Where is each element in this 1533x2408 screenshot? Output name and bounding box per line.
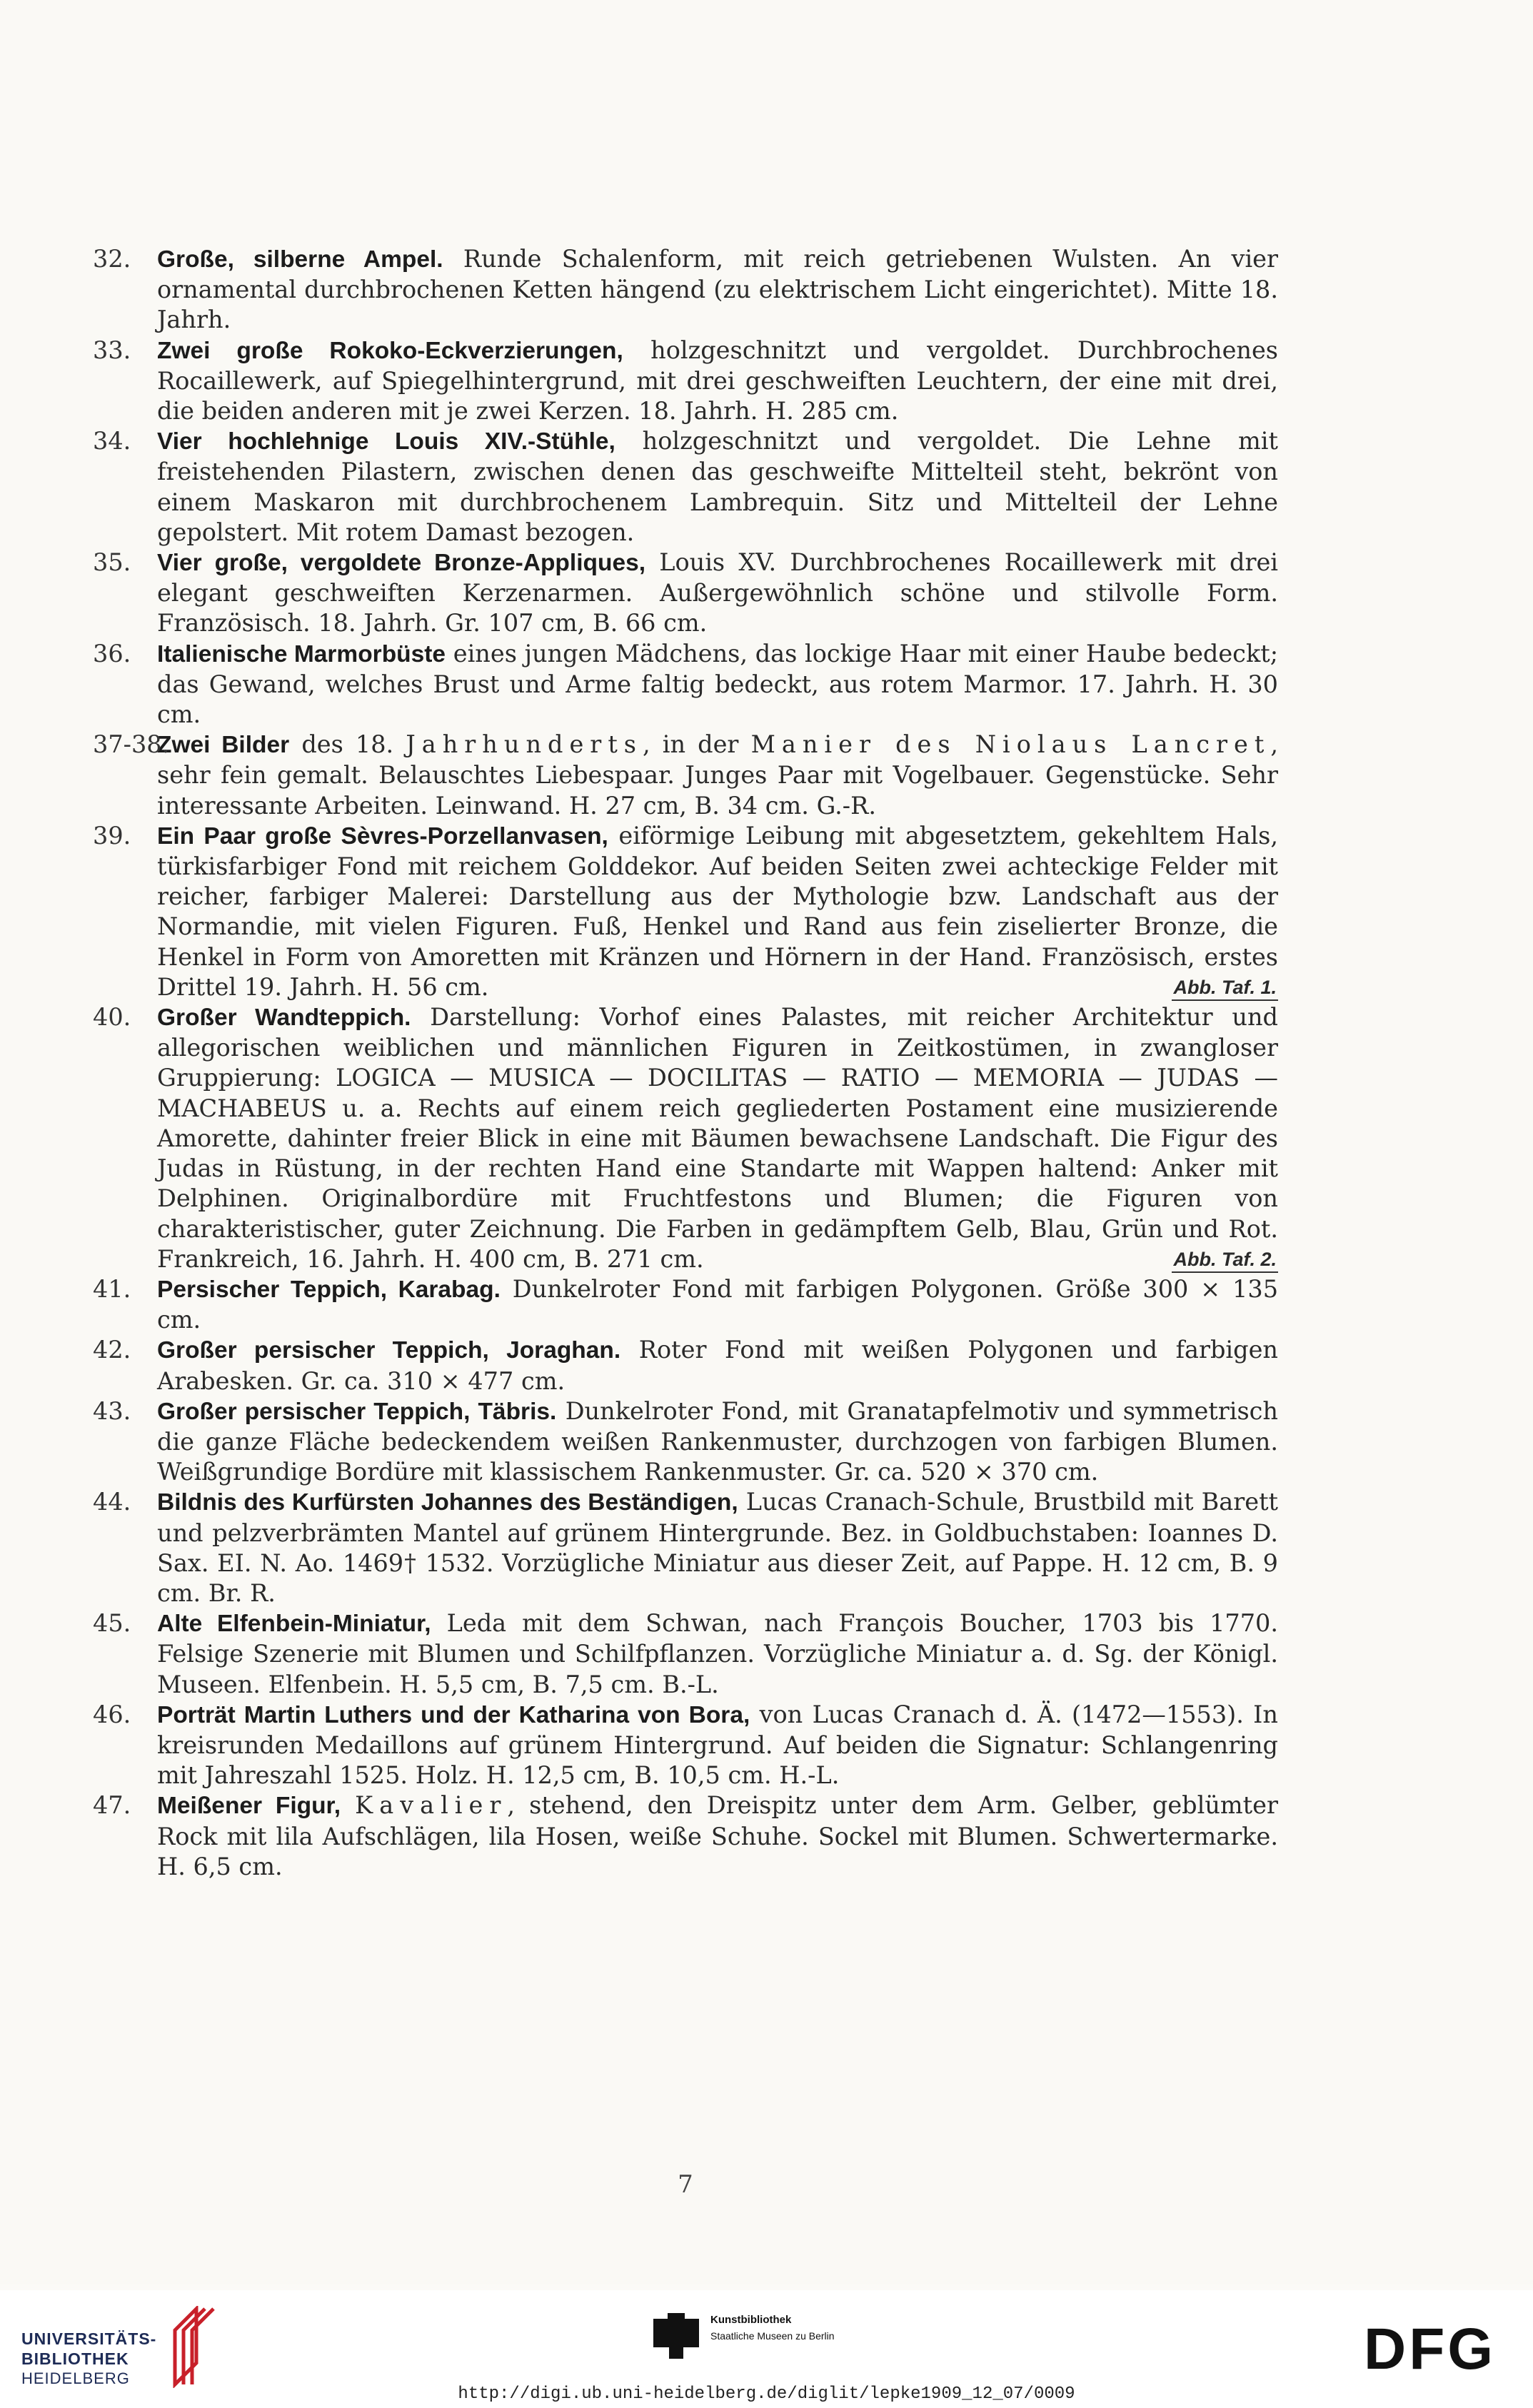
entry-heading: Vier große, vergoldete Bronze-Appliques, [157, 550, 646, 577]
kunstbibliothek-logo-icon [653, 2313, 699, 2359]
catalog-entry [93, 426, 1278, 548]
entry-number: 44. [93, 1488, 131, 1516]
entry-number: 34. [93, 427, 131, 455]
entry-text: holzgeschnitzt und vergoldet. Durchbrochenes Rocaillewerk, auf Spiegelhintergrund, mit drei geschweiften Leuchtern, der eine mit drei, die beiden anderen mit je zwei Kerzen. 18. Jahrh. H. 285 cm. [157, 336, 1278, 425]
entry-heading: Ein Paar große Sèvres-Porzellanvasen, [157, 822, 608, 850]
catalog-entry [93, 548, 1278, 639]
catalog-entry [93, 1274, 1278, 1335]
entry-spaced-text: Kavalier [355, 1791, 508, 1820]
entry-text: Runde Schalenform, mit reich getriebenen Wulsten. An vier ornamental durchbrochenen Ketten hängend (zu elektrischem Licht eingerichtet). Mitte 18. Jahrh. [157, 245, 1278, 334]
kb-line-1: Kunstbibliothek [710, 2314, 792, 2326]
entry-spaced-text: Jahrhunderts [406, 730, 643, 759]
entry-heading: Alte Elfenbein-Miniatur, [157, 1611, 431, 1638]
entry-heading: Persischer Teppich, Karabag. [157, 1276, 501, 1303]
entry-heading: Zwei Bilder [157, 732, 290, 759]
permalink-url[interactable]: http://digi.ub.uni-heidelberg.de/diglit/lepke1909_12_07/0009 [458, 2384, 1075, 2404]
entry-number: 41. [93, 1274, 131, 1303]
catalog-entry [93, 821, 1278, 1002]
entry-number: 33. [93, 336, 131, 364]
catalog-entry [93, 639, 1278, 730]
catalog-entry [93, 1700, 1278, 1791]
catalog-list [93, 244, 1278, 1882]
entry-heading: Porträt Martin Luthers und der Katharina von Bora, [157, 1701, 750, 1728]
ub-heidelberg-wordmark [21, 2329, 171, 2389]
entry-text: Leda mit dem Schwan, nach François Boucher, 1703 bis 1770. Felsige Szenerie mit Blumen und Schilfpflanzen. Vorzügliche Miniatur a. d. Sg. der Königl. Museen. Elfenbein. H. 5,5 cm, B. 7,5 cm. B.-L. [157, 1609, 1279, 1698]
entry-text: Dunkelroter Fond, mit Granatapfelmotiv und symmetrisch die ganze Fläche bedeckendem weißen Rankenmuster, durchzogen von farbigen Blumen. Weißgrundige Bordüre mit klassischem Rankenmuster. Gr. ca. 520 × 370 cm. [157, 1396, 1278, 1486]
entry-text: Darstellung: Vorhof eines Palastes, mit reicher Architektur und allegorischen weiblichen und männlichen Figuren in Zeitkostümen, in zwangloser Gruppierung: LOGICA — MUSICA — DOCILITAS — RATIO — MEMORIA — JUDAS — MACHABEUS u. a. Rechts auf einem reich gegliederten Postament eine musizierende Amorette, dahinter freier Blick in eine mit Bäumen bewachsene Landschaft. Die Figur des Judas in Rüstung, in der rechten Hand eine Standarte mit Wappen haltend: Anker mit Delphinen. Originalbordüre mit Fruchtfestons und Blumen; die Figuren von charakteristischer, guter Zeichnung. Die Farben in gedämpftem Gelb, Blau, Grün und Rot. Frankreich, 16. Jahrh. H. 400 cm, B. 271 cm. [157, 1003, 1279, 1273]
plate-reference: Abb. Taf. 1. [1172, 975, 1278, 1001]
entry-text: Dunkelroter Fond mit farbigen Polygonen. Größe 300 × 135 cm. [157, 1274, 1279, 1334]
ub-line-3: HEIDELBERG [21, 2369, 130, 2387]
entry-text: eines jungen Mädchens, das lockige Haar mit einer Haube bedeckt; das Gewand, welches Brust und Arme faltig bedeckt, aus rotem Marmor. 17. Jahrh. H. 30 cm. [157, 639, 1278, 729]
entry-number: 35. [93, 548, 131, 577]
entry-spaced-text: Manier des Niolaus Lancret [750, 730, 1271, 759]
entry-text: Louis XV. Durchbrochenes Rocaillewerk mit drei elegant geschweiften Kerzenarmen. Außergewöhnlich schöne und stilvolle Form. Französisch. 18. Jahrh. Gr. 107 cm, B. 66 cm. [157, 548, 1278, 638]
catalog-entry [93, 1790, 1278, 1882]
entry-number: 45. [93, 1609, 131, 1638]
entry-number: 47. [93, 1791, 131, 1820]
entry-text: Roter Fond mit weißen Polygonen und farbigen Arabesken. Gr. ca. 310 × 477 cm. [157, 1336, 1278, 1395]
entry-text: des 18. [289, 730, 406, 759]
entry-heading: Großer Wandteppich. [157, 1004, 411, 1032]
footer-bar [0, 2290, 1533, 2408]
entry-heading: Großer persischer Teppich, Joraghan. [157, 1337, 621, 1364]
kb-line-2: Staatliche Museen zu Berlin [710, 2330, 835, 2342]
page-number: 7 [678, 2170, 693, 2199]
entry-text: Lucas Cranach-Schule, Brustbild mit Barett und pelzverbrämten Mantel auf grünem Hintergrunde. Bez. in Goldbuchstaben: Ioannes D. Sax. EI. N. Ao. 1469† 1532. Vorzügliche Miniatur aus dieser Zeit, auf Pappe. H. 12 cm, B. 9 cm. Br. R. [157, 1488, 1279, 1607]
entry-text: , sehr fein gemalt. Belauschtes Liebespaar. Junges Paar mit Vogelbauer. Gegenstücke. Sehr interessante Arbeiten. Leinwand. H. 27 cm, B. 34 cm. G.-R. [157, 730, 1278, 820]
entry-text [341, 1791, 355, 1819]
catalog-entry [93, 1396, 1278, 1488]
catalog-entry [93, 1002, 1278, 1274]
entry-heading: Großer persischer Teppich, Täbris. [157, 1398, 557, 1425]
ub-heidelberg-logo[interactable] [21, 2306, 221, 2387]
dfg-logo[interactable]: DFG [1364, 2317, 1497, 2382]
entry-heading: Zwei große Rokoko-Eckverzierungen, [157, 337, 623, 364]
ub-heidelberg-logo-icon [168, 2306, 221, 2388]
plate-reference: Abb. Taf. 2. [1172, 1247, 1278, 1273]
entry-heading: Bildnis des Kurfürsten Johannes des Beständigen, [157, 1489, 738, 1516]
entry-text: holzgeschnitzt und vergoldet. Die Lehne mit freistehenden Pilastern, zwischen denen das geschweifte Mittelteil steht, bekrönt von einem Maskaron mit durchbrochenem Lambrequin. Sitz und Mittelteil der Lehne gepolstert. Mit rotem Damast bezogen. [157, 427, 1278, 546]
catalog-entry [93, 244, 1278, 336]
entry-number: 36. [93, 639, 131, 668]
entry-heading: Italienische Marmorbüste [157, 640, 446, 668]
catalog-entry [93, 1608, 1278, 1700]
entry-number: 39. [93, 821, 131, 850]
catalog-entry [93, 730, 1278, 821]
entry-heading: Große, silberne Ampel. [157, 246, 443, 273]
entry-text: , in der [642, 730, 751, 759]
entry-heading: Vier hochlehnige Louis XIV.-Stühle, [157, 428, 615, 455]
entry-heading: Meißener Figur, [157, 1793, 341, 1820]
entry-number: 43. [93, 1396, 131, 1425]
entry-number: 40. [93, 1003, 131, 1032]
entry-text: von Lucas Cranach d. Ä. (1472—1553). In kreisrunden Medaillons auf grünem Hintergrund. Auf beiden die Signatur: Schlangenring mit Jahreszahl 1525. Holz. H. 12,5 cm, B. 10,5 cm. H.-L. [157, 1700, 1278, 1790]
entry-text: eiförmige Leibung mit abgesetztem, gekehltem Hals, türkisfarbiger Fond mit reichem Golddekor. Auf beiden Seiten zwei achteckige Felder mit reicher, farbiger Malerei: Darstellung aus der Mythologie bzw. Landschaft aus der Normandie, mit vielen Figuren. Fuß, Henkel und Rand aus fein ziselierter Bronze, die Henkel in Form von Amoretten mit Kränzen und Hörnern in der Hand. Französisch, erstes Drittel 19. Jahrh. H. 56 cm. [157, 821, 1278, 1001]
catalog-entry [93, 336, 1278, 427]
ub-line-1: UNIVERSITÄTS- [21, 2329, 157, 2348]
entry-text: , stehend, den Dreispitz unter dem Arm. Gelber, geblümter Rock mit lila Aufschlägen, lila Hosen, weiße Schuhe. Sockel mit Blumen. Schwertermarke. H. 6,5 cm. [157, 1791, 1278, 1880]
kunstbibliothek-wordmark [710, 2312, 835, 2344]
entry-number: 42. [93, 1336, 131, 1364]
entry-number: 32. [93, 245, 131, 273]
entry-number: 46. [93, 1700, 131, 1728]
entry-number: 37-38. [93, 730, 170, 759]
catalog-entry [93, 1335, 1278, 1396]
catalog-entry [93, 1487, 1278, 1608]
ub-line-2: BIBLIOTHEK [21, 2349, 129, 2368]
